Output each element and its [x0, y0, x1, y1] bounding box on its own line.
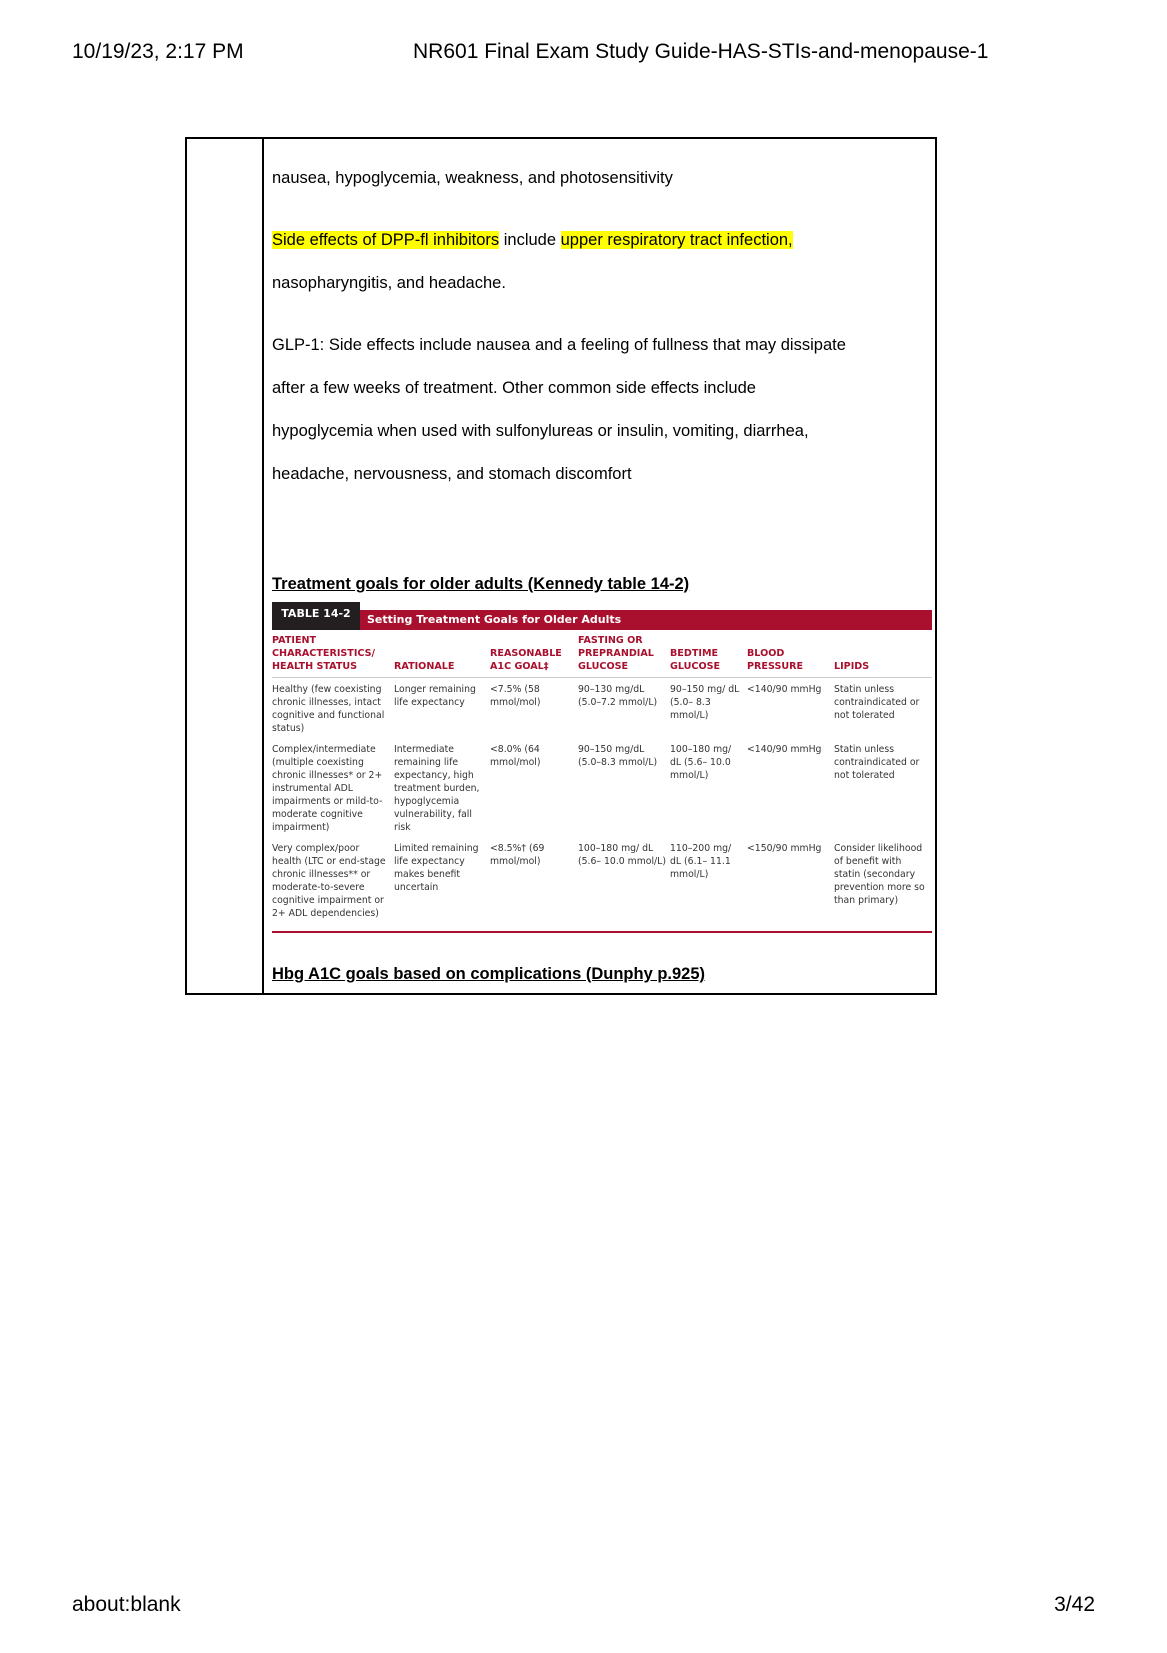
print-timestamp: 10/19/23, 2:17 PM [72, 40, 244, 63]
table-cell: 100–180 mg/ dL (5.6– 10.0 mmol/L) [670, 744, 732, 781]
col-header: REASONABLE A1C GOAL‡ [490, 630, 578, 678]
table-cell: Longer remaining life expectancy [394, 684, 476, 708]
table-bottom-rule [272, 931, 932, 933]
table-cell: <8.0% (64 mmol/mol) [490, 744, 541, 768]
highlight-uri: upper respiratory tract infection, [560, 231, 793, 249]
table-grid [272, 630, 932, 923]
col-header: PATIENT CHARACTERISTICS/ HEALTH STATUS [272, 630, 394, 678]
content-table-cell [185, 137, 937, 995]
table-cell: Very complex/poor health (LTC or end-stage chronic illnesses** or moderate-to-severe cognitive impairment or 2+ ADL dependencies) [272, 843, 386, 919]
col-header: LIPIDS [834, 630, 932, 678]
page-url: about:blank [72, 1593, 181, 1616]
glp1-line-4: headache, nervousness, and stomach discomfort [272, 465, 632, 483]
heading-a1c-goals: Hbg A1C goals based on complications (Dunphy p.925) [272, 965, 706, 983]
table-cell: Consider likelihood of benefit with statin (secondary prevention more so than primary) [834, 843, 925, 906]
table-cell: 90–130 mg/dL (5.0–7.2 mmol/L) [578, 684, 658, 708]
table-cell: 110–200 mg/ dL (6.1– 11.1 mmol/L) [670, 843, 732, 880]
table-cell: <150/90 mmHg [747, 843, 822, 854]
table-cell: Statin unless contraindicated or not tolerated [834, 684, 920, 721]
dpp4-line [272, 231, 793, 250]
notes-content [272, 139, 925, 993]
table-cell: 90–150 mg/dL (5.0–8.3 mmol/L) [578, 744, 658, 768]
table-cell: <140/90 mmHg [747, 684, 822, 695]
document-title: NR601 Final Exam Study Guide-HAS-STIs-and-menopause-1 [413, 40, 989, 63]
table-badge: TABLE 14-2 [272, 602, 360, 630]
table-cell: <8.5%† (69 mmol/mol) [490, 843, 545, 867]
table-cell: 90–150 mg/ dL (5.0– 8.3 mmol/L) [670, 684, 740, 721]
highlight-dpp4: Side effects of DPP-fl inhibitors [272, 231, 500, 249]
table-cell: 100–180 mg/ dL (5.6– 10.0 mmol/L) [578, 843, 666, 867]
column-divider [262, 139, 264, 993]
table-title: Setting Treatment Goals for Older Adults [360, 610, 932, 630]
dpp4-mid-text: include [499, 231, 561, 249]
table-cell: Complex/intermediate (multiple coexisting chronic illnesses* or 2+ instrumental ADL impairments or mild-to-moderate cognitive impairment) [272, 744, 383, 833]
dpp4-cont-line: nasopharyngitis, and headache. [272, 274, 506, 292]
table-cell: Statin unless contraindicated or not tolerated [834, 744, 920, 781]
glp1-line-3: hypoglycemia when used with sulfonylureas or insulin, vomiting, diarrhea, [272, 422, 809, 440]
col-header: BLOOD PRESSURE [747, 630, 834, 678]
table-cell: Healthy (few coexisting chronic illnesses, intact cognitive and functional status) [272, 684, 385, 734]
col-header: RATIONALE [394, 630, 490, 678]
heading-treatment-goals: Treatment goals for older adults (Kennedy table 14-2) [272, 575, 690, 593]
page-number: 3/42 [1054, 1593, 1095, 1616]
table-cell: Limited remaining life expectancy makes benefit uncertain [394, 843, 479, 893]
side-effects-line: nausea, hypoglycemia, weakness, and photosensitivity [272, 169, 673, 187]
glp1-line-1: GLP-1: Side effects include nausea and a feeling of fullness that may dissipate [272, 336, 846, 354]
treatment-goals-table [272, 602, 932, 933]
col-header: FASTING OR PREPRANDIAL GLUCOSE [578, 630, 670, 678]
col-header: BEDTIME GLUCOSE [670, 630, 747, 678]
table-cell: Intermediate remaining life expectancy, high treatment burden, hypoglycemia vulnerability, fall risk [394, 744, 480, 833]
glp1-line-2: after a few weeks of treatment. Other common side effects include [272, 379, 756, 397]
table-cell: <140/90 mmHg [747, 744, 822, 755]
table-cell: <7.5% (58 mmol/mol) [490, 684, 541, 708]
